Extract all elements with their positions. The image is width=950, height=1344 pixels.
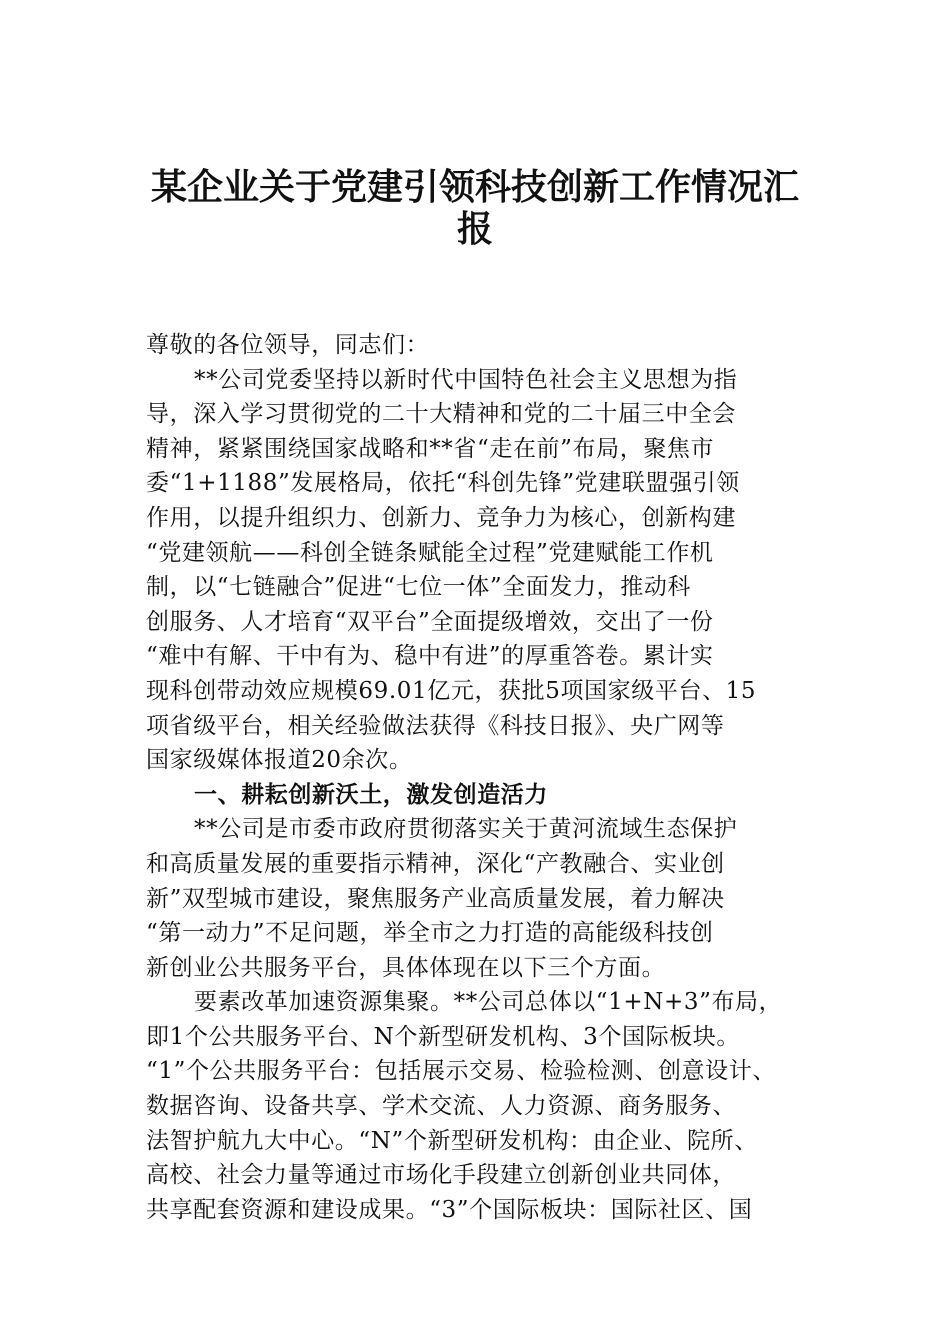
paragraph-line: 法智护航九大中心。“N”个新型研发机构：由企业、院所、 <box>146 1127 758 1154</box>
paragraph-line: 共享配套资源和建设成果。“3”个国际板块：国际社区、国 <box>146 1196 753 1223</box>
paragraph-line: 要素改革加速资源集聚。**公司总体以“1+N+3”布局， <box>194 989 783 1016</box>
paragraph-line: **公司党委坚持以新时代中国特色社会主义思想为指 <box>194 366 738 393</box>
paragraph-line: 导，深入学习贯彻党的二十大精神和党的二十届三中全会 <box>146 401 736 428</box>
paragraph-line: 作用，以提升组织力、创新力、竞争力为核心，创新构建 <box>146 504 736 531</box>
paragraph-line: 制，以“七链融合”促进“七位一体”全面发力，推动科 <box>146 574 692 601</box>
paragraph-line: 国家级媒体报道20余次。 <box>146 747 413 774</box>
paragraph-line: 高校、社会力量等通过市场化手段建立创新创业共同体， <box>146 1162 736 1189</box>
paragraph-line: 即1个公共服务平台、N个新型研发机构、3个国际板块。 <box>146 1023 740 1050</box>
paragraph-line: 创服务、人才培育“双平台”全面提级增效，交出了一份 <box>146 608 714 635</box>
paragraph-line: 精神，紧紧围绕国家战略和**省“走在前”布局，聚焦市 <box>146 435 715 462</box>
section-heading: 一、耕耘创新沃土，激发创造活力 <box>194 781 548 808</box>
paragraph-line: 数据咨询、设备共享、学术交流、人力资源、商务服务、 <box>146 1093 736 1120</box>
document-title-line-2: 报 <box>456 209 493 250</box>
paragraph-line: “1”个公共服务平台：包括展示交易、检验检测、创意设计、 <box>146 1058 776 1085</box>
paragraph-line: “难中有解、干中有为、稳中有进”的厚重答卷。累计实 <box>146 643 714 670</box>
paragraph-line: 新”双型城市建设，聚焦服务产业高质量发展，着力解决 <box>146 885 725 912</box>
paragraph-line: **公司是市委市政府贯彻落实关于黄河流域生态保护 <box>194 816 738 843</box>
document-body <box>146 328 806 1227</box>
paragraph-line: “党建领航——科创全链条赋能全过程”党建赋能工作机 <box>146 539 714 566</box>
paragraph-line: 现科创带动效应规模69.01亿元，获批5项国家级平台、15 <box>146 677 757 704</box>
document-title-line-1: 某企业关于党建引领科技创新工作情况汇 <box>150 167 799 208</box>
paragraph-line: 项省级平台，相关经验做法获得《科技日报》、央广网等 <box>146 712 725 739</box>
paragraph-line: 和高质量发展的重要指示精神，深化“产教融合、实业创 <box>146 850 725 877</box>
paragraph-line: 新创业公共服务平台，具体体现在以下三个方面。 <box>146 954 666 981</box>
paragraph-line: 委“1+1188”发展格局，依托“科创先锋”党建联盟强引领 <box>146 470 740 497</box>
paragraph-line: “第一动力”不足问题，举全市之力打造的高能级科技创 <box>146 920 714 947</box>
paragraph-line: 尊敬的各位领导，同志们： <box>146 332 430 358</box>
